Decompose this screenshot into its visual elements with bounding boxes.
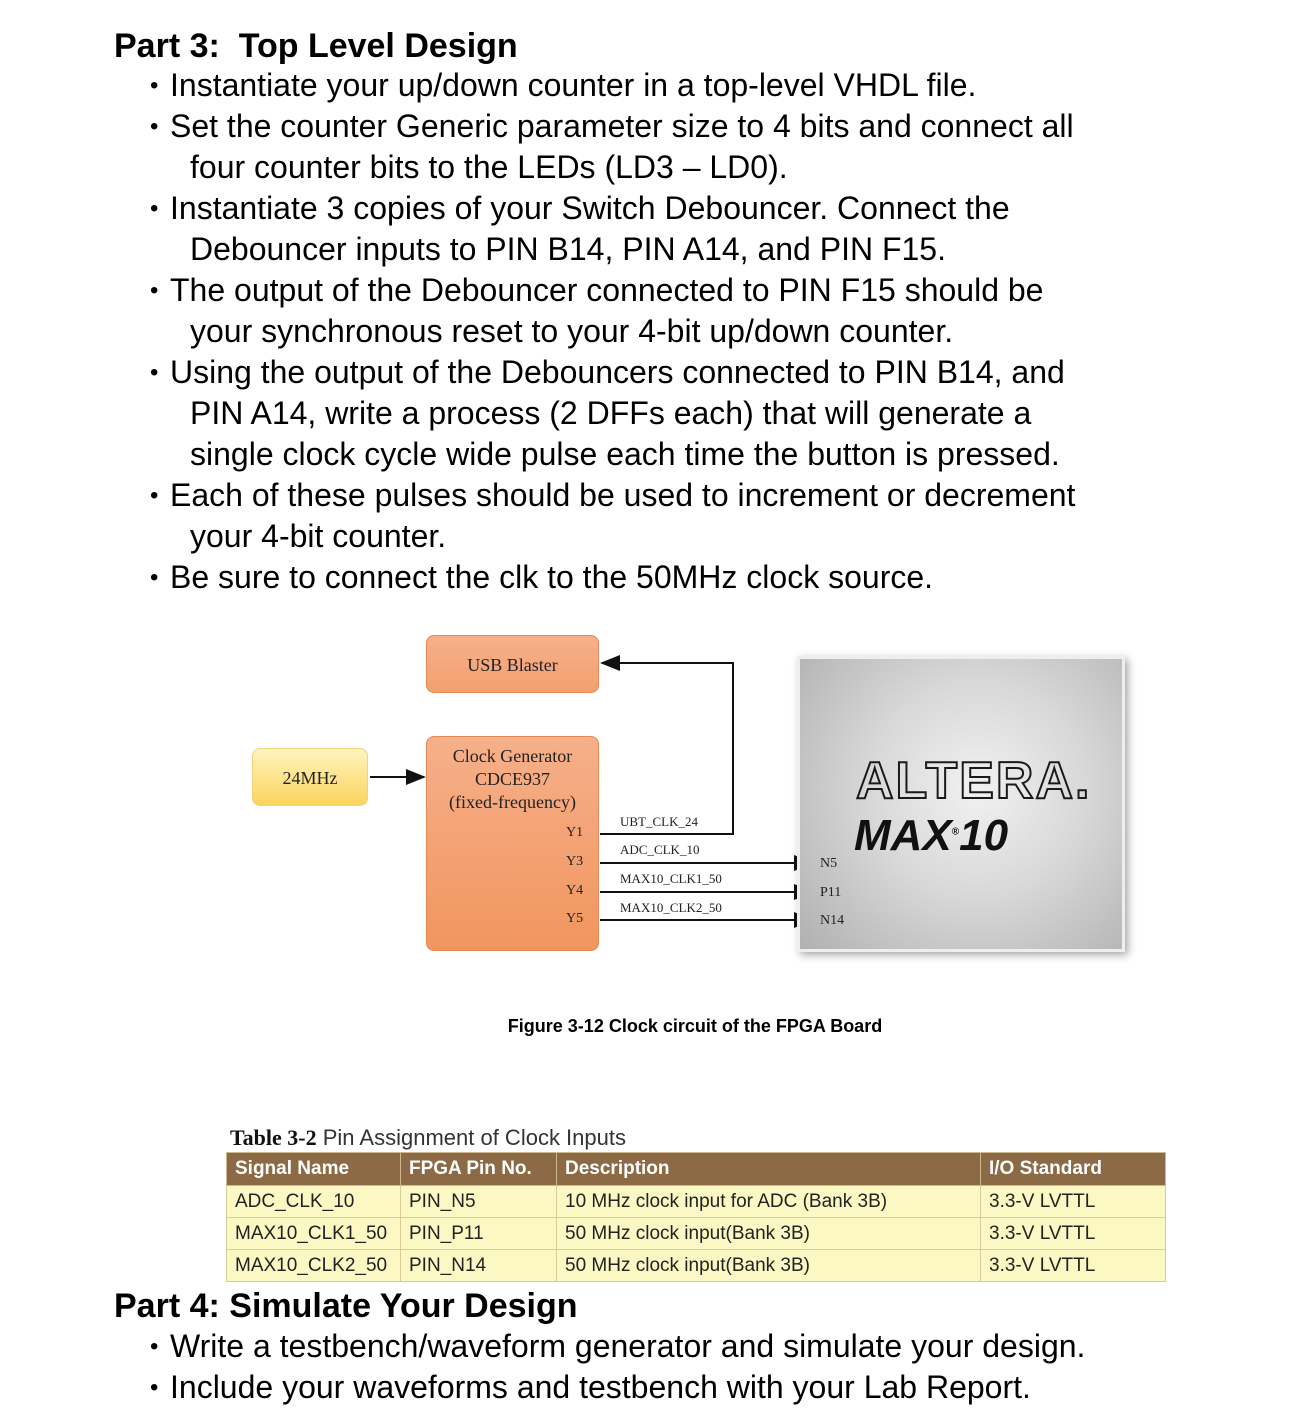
bullet-item [150, 1326, 1190, 1367]
cell: PIN_P11 [401, 1218, 557, 1250]
table-label: Table 3-2 [230, 1125, 317, 1150]
part4-bullet-list [150, 1326, 1190, 1408]
part3-bullet-list [150, 65, 1190, 598]
bullet-dot-icon: • [150, 1333, 159, 1360]
header-description: Description [557, 1153, 981, 1186]
cell: 50 MHz clock input(Bank 3B) [557, 1218, 981, 1250]
table-header-row [227, 1153, 1166, 1186]
output-y4: Y4 [566, 883, 584, 898]
clock-circuit-diagram [240, 628, 1140, 968]
bullet-item [150, 65, 1190, 106]
chip-pin-n5: N5 [820, 856, 838, 871]
bullet-item [150, 270, 1190, 352]
usb-blaster-block: USB Blaster [426, 635, 599, 693]
output-y3: Y3 [566, 854, 584, 869]
oscillator-block: 24MHz [252, 748, 368, 806]
max10-logo: MAX®10 [854, 811, 1009, 860]
part4-heading: Part 4: Simulate Your Design [114, 1287, 578, 1325]
bullet-text: Each of these pulses should be used to increment or decrement [170, 477, 1076, 513]
bullet-continuation: your synchronous reset to your 4-bit up/down counter. [190, 313, 954, 349]
bullet-text: Write a testbench/waveform generator and simulate your design. [170, 1328, 1086, 1364]
bullet-item [150, 1367, 1190, 1408]
cell: 10 MHz clock input for ADC (Bank 3B) [557, 1186, 981, 1218]
ubt-clk-wire [600, 663, 733, 834]
bullet-text: The output of the Debouncer connected to PIN F15 should be [170, 272, 1044, 308]
cell: MAX10_CLK1_50 [227, 1218, 401, 1250]
table-row [227, 1186, 1166, 1218]
bullet-text: Instantiate 3 copies of your Switch Debouncer. Connect the [170, 190, 1010, 226]
bullet-continuation: PIN A14, write a process (2 DFFs each) that will generate a [190, 395, 1032, 431]
bullet-dot-icon: • [150, 195, 159, 222]
bullet-text: Be sure to connect the clk to the 50MHz clock source. [170, 559, 934, 595]
clock-gen-line-2: CDCE937 [474, 769, 550, 789]
bullet-item [150, 188, 1190, 270]
bullet-continuation: four counter bits to the LEDs (LD3 – LD0). [190, 149, 788, 185]
cell: 50 MHz clock input(Bank 3B) [557, 1250, 981, 1282]
bullet-item [150, 352, 1190, 475]
table-row [227, 1250, 1166, 1282]
figure-caption: Figure 3-12 Clock circuit of the FPGA Board [507, 1016, 883, 1036]
altera-logo: ALTERA. [856, 752, 1092, 810]
bullet-dot-icon: • [150, 359, 159, 386]
bullet-text: Instantiate your up/down counter in a top-level VHDL file. [170, 67, 977, 103]
table-row [227, 1218, 1166, 1250]
chip-pin-n14: N14 [820, 913, 845, 928]
bullet-dot-icon: • [150, 277, 159, 304]
bullet-item [150, 557, 1190, 598]
cell: PIN_N5 [401, 1186, 557, 1218]
table-title [230, 1125, 626, 1151]
bullet-dot-icon: • [150, 72, 159, 99]
signal-ubt-clk-24: UBT_CLK_24 [620, 814, 698, 829]
signal-adc-clk-10: ADC_CLK_10 [620, 842, 700, 857]
bullet-dot-icon: • [150, 482, 159, 509]
part3-heading: Part 3: Top Level Design [114, 27, 518, 65]
pin-assignment-table [226, 1152, 1166, 1282]
cell: 3.3-V LVTTL [981, 1186, 1166, 1218]
signal-max10-clk1-50: MAX10_CLK1_50 [620, 871, 722, 886]
table-title-text: Pin Assignment of Clock Inputs [322, 1125, 626, 1150]
bullet-continuation: your 4-bit counter. [190, 518, 447, 554]
chip-pin-p11: P11 [820, 885, 842, 900]
output-y5: Y5 [566, 911, 584, 926]
bullet-text: Set the counter Generic parameter size to 4 bits and connect all [170, 108, 1074, 144]
bullet-dot-icon: • [150, 564, 159, 591]
cell: ADC_CLK_10 [227, 1186, 401, 1218]
header-fpga-pin: FPGA Pin No. [401, 1153, 557, 1186]
bullet-continuation: single clock cycle wide pulse each time the button is pressed. [190, 436, 1060, 472]
clock-gen-line-3: (fixed-frequency) [449, 792, 576, 812]
bullet-dot-icon: • [150, 113, 159, 140]
cell: 3.3-V LVTTL [981, 1250, 1166, 1282]
max-label: MAX [854, 811, 952, 860]
cell: PIN_N14 [401, 1250, 557, 1282]
bullet-text: Using the output of the Debouncers connected to PIN B14, and [170, 354, 1065, 390]
max10-model-label: 10 [959, 811, 1009, 860]
output-y1: Y1 [566, 825, 584, 840]
clock-gen-line-1: Clock Generator [452, 746, 573, 766]
bullet-text: Include your waveforms and testbench with your Lab Report. [170, 1369, 1031, 1405]
header-signal-name: Signal Name [227, 1153, 401, 1186]
bullet-item [150, 475, 1190, 557]
header-io-standard: I/O Standard [981, 1153, 1166, 1186]
bullet-item [150, 106, 1190, 188]
cell: 3.3-V LVTTL [981, 1218, 1166, 1250]
bullet-dot-icon: • [150, 1374, 159, 1401]
bullet-continuation: Debouncer inputs to PIN B14, PIN A14, and PIN F15. [190, 231, 946, 267]
signal-max10-clk2-50: MAX10_CLK2_50 [620, 900, 722, 915]
max10-fpga-chip [797, 656, 1125, 952]
cell: MAX10_CLK2_50 [227, 1250, 401, 1282]
